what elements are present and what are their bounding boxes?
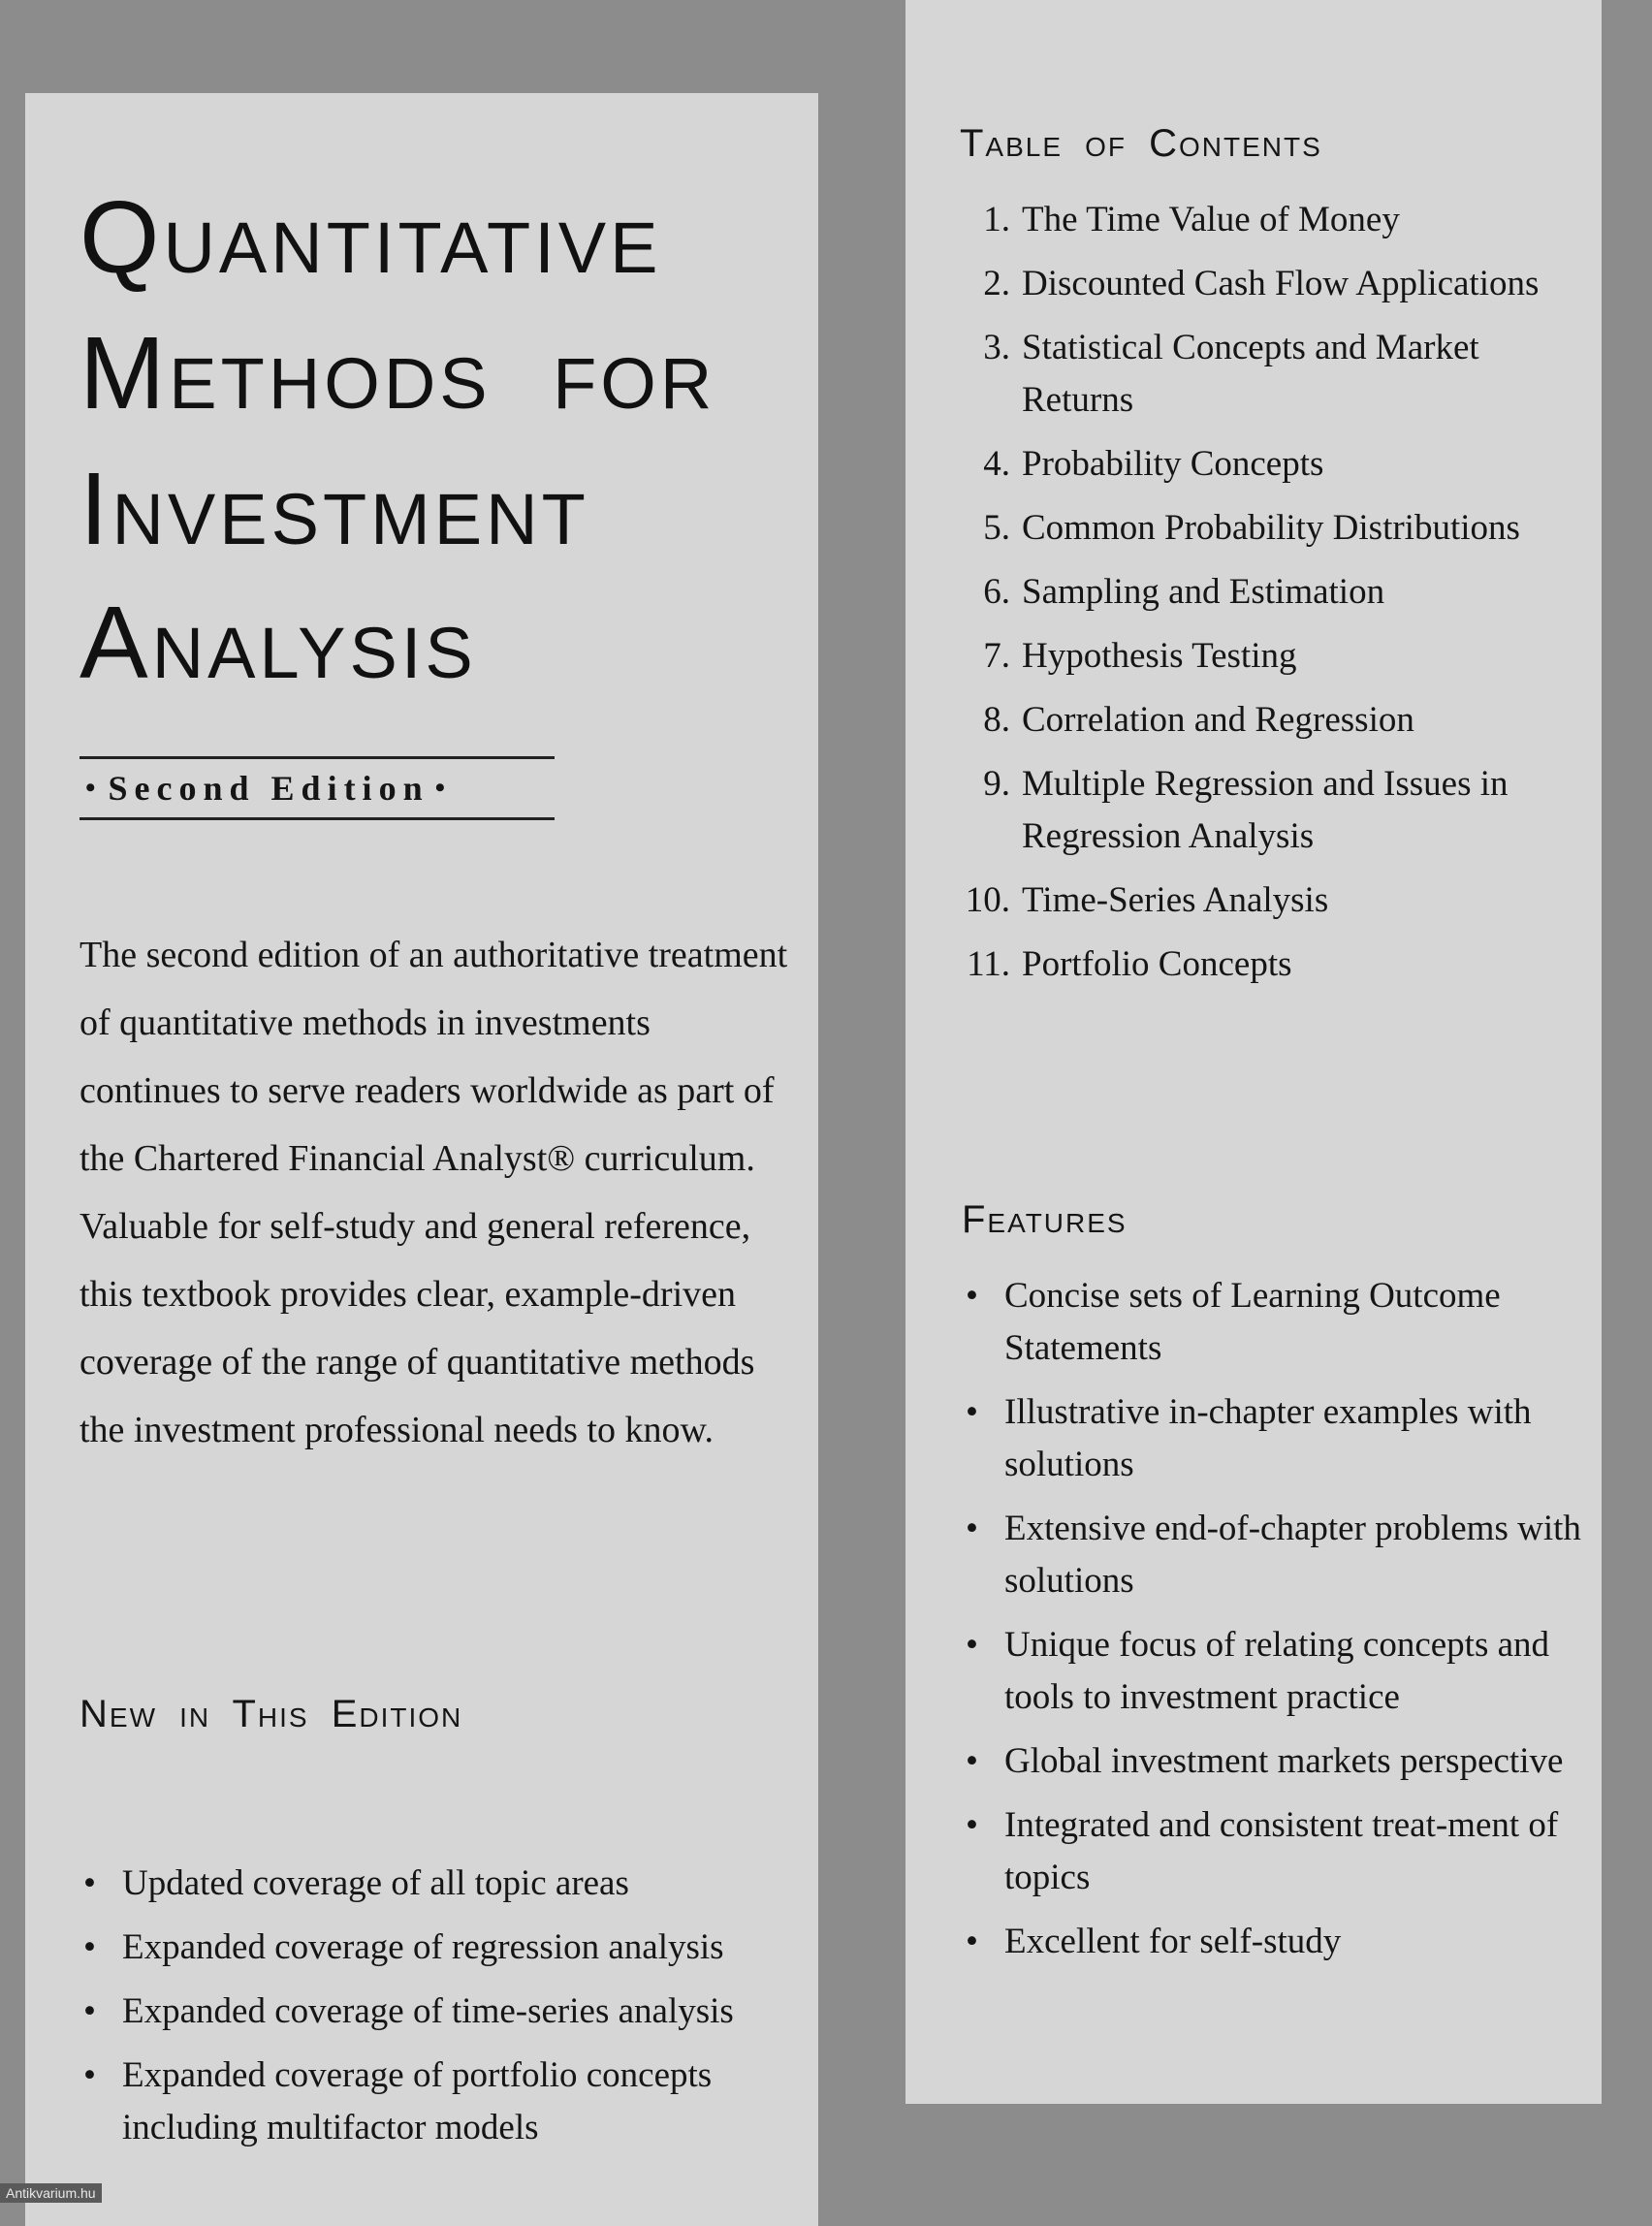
list-item: [79, 2050, 797, 2154]
bullet-icon: •: [83, 1991, 96, 2031]
list-item-text: Expanded coverage of regression analysis: [122, 1927, 724, 1967]
table-of-contents-heading: Table of Contents: [960, 122, 1322, 165]
edition-bullet-icon: •: [434, 772, 453, 804]
toc-item-title: Sampling and Estimation: [1022, 572, 1385, 612]
toc-item: [960, 322, 1580, 427]
toc-item-number: 3.: [983, 328, 1010, 367]
bullet-icon: •: [83, 2055, 96, 2095]
edition-bullet-icon: •: [85, 772, 103, 804]
toc-item: [960, 938, 1580, 991]
bullet-icon: •: [966, 1922, 978, 1961]
list-item: [962, 1386, 1592, 1491]
toc-item-number: 11.: [967, 944, 1010, 984]
list-item-text: Expanded coverage of time-series analysis: [122, 1991, 734, 2031]
list-item: [962, 1619, 1592, 1724]
bullet-icon: •: [83, 1863, 96, 1903]
toc-item: [960, 438, 1580, 491]
left-panel: [25, 93, 818, 2226]
list-item-text: Integrated and consistent treat-ment of topics: [1004, 1805, 1559, 1897]
toc-item-title: The Time Value of Money: [1022, 200, 1400, 239]
toc-item-title: Probability Concepts: [1022, 444, 1324, 484]
toc-item-number: 6.: [983, 572, 1010, 612]
bullet-icon: •: [83, 1927, 96, 1967]
toc-item-number: 4.: [983, 444, 1010, 484]
bullet-icon: •: [966, 1741, 978, 1781]
toc-item: [960, 258, 1580, 310]
bullet-icon: •: [966, 1805, 978, 1845]
toc-item-number: 1.: [983, 200, 1010, 239]
title-line-1: Quantitative: [79, 180, 662, 295]
bullet-icon: •: [966, 1509, 978, 1548]
list-item: [962, 1503, 1592, 1607]
toc-item-title: Hypothesis Testing: [1022, 636, 1297, 676]
list-item-text: Extensive end-of-chapter problems with solutions: [1004, 1509, 1581, 1601]
toc-item-title: Portfolio Concepts: [1022, 944, 1292, 984]
list-item: [79, 1986, 797, 2038]
features-heading: Features: [962, 1198, 1128, 1241]
bullet-icon: •: [966, 1276, 978, 1316]
list-item: [962, 1916, 1592, 1968]
toc-item-number: 8.: [983, 700, 1010, 740]
list-item: [962, 1270, 1592, 1375]
toc-item: [960, 874, 1580, 927]
list-item: [79, 1922, 797, 1974]
edition-label: Second Edition: [108, 769, 429, 808]
title-line-2: Methods for: [79, 316, 716, 430]
toc-item-number: 10.: [965, 880, 1010, 920]
edition-banner: [79, 756, 555, 820]
toc-item: [960, 566, 1580, 619]
toc-item: [960, 694, 1580, 747]
title-line-3: Investment: [79, 452, 589, 566]
toc-item: [960, 758, 1580, 863]
toc-item: [960, 630, 1580, 683]
watermark: Antikvarium.hu: [0, 2183, 102, 2203]
list-item-text: Global investment markets perspective: [1004, 1741, 1564, 1781]
bullet-icon: •: [966, 1392, 978, 1432]
title-line-4: Analysis: [79, 586, 477, 700]
list-item-text: Unique focus of relating concepts and tools to investment practice: [1004, 1625, 1550, 1717]
new-in-edition-heading: New in This Edition: [79, 1693, 463, 1735]
list-item-text: Concise sets of Learning Outcome Statements: [1004, 1276, 1501, 1368]
new-in-edition-list: [79, 1858, 797, 2166]
description-text: The second edition of an authoritative treatment of quantitative methods in investments continues to serve readers worldwide as part of the Chartered Financial Analyst® curriculum. Valuable for self-study and general reference, this textbook provides clear, example-driven coverage of the range of quantitative methods the investment professional needs to know.: [79, 935, 788, 1450]
toc-item-number: 2.: [983, 264, 1010, 303]
list-item-text: Expanded coverage of portfolio concepts including multifactor models: [122, 2055, 713, 2147]
list-item: [962, 1799, 1592, 1904]
toc-item-title: Time-Series Analysis: [1022, 880, 1329, 920]
features-list: [962, 1270, 1592, 1980]
list-item: [79, 1858, 797, 1910]
table-of-contents-list: [960, 194, 1580, 1002]
toc-item-title: Multiple Regression and Issues in Regression Analysis: [1022, 764, 1509, 856]
toc-item: [960, 194, 1580, 246]
toc-item-number: 7.: [983, 636, 1010, 676]
toc-item-title: Statistical Concepts and Market Returns: [1022, 328, 1479, 420]
list-item: [962, 1735, 1592, 1788]
right-panel: [905, 0, 1602, 2104]
toc-item-number: 5.: [983, 508, 1010, 548]
bullet-icon: •: [966, 1625, 978, 1665]
toc-item-title: Common Probability Distributions: [1022, 508, 1520, 548]
list-item-text: Updated coverage of all topic areas: [122, 1863, 629, 1903]
list-item-text: Excellent for self-study: [1004, 1922, 1342, 1961]
toc-item: [960, 502, 1580, 555]
toc-item-title: Discounted Cash Flow Applications: [1022, 264, 1540, 303]
toc-item-title: Correlation and Regression: [1022, 700, 1414, 740]
toc-item-number: 9.: [983, 764, 1010, 804]
list-item-text: Illustrative in-chapter examples with solutions: [1004, 1392, 1532, 1484]
